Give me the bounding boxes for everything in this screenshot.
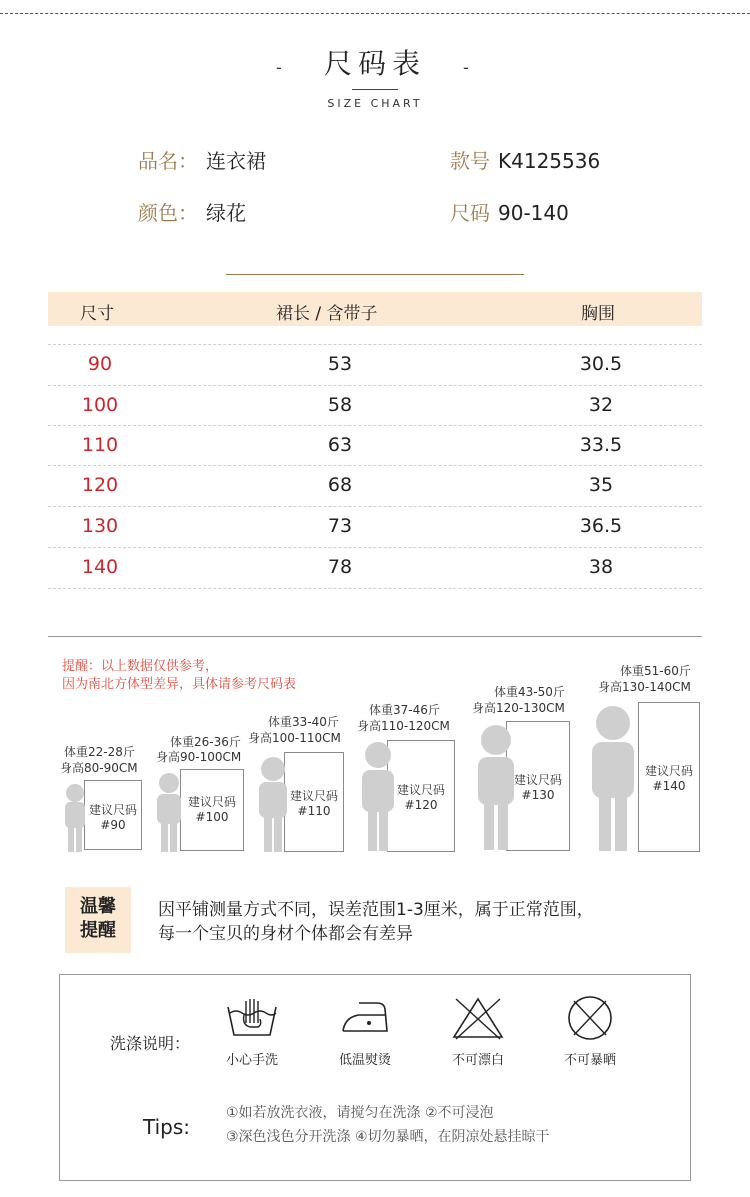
title-underline	[352, 89, 398, 90]
page-subtitle: SIZE CHART	[327, 97, 423, 110]
kid-height: 身高130-140CM	[598, 680, 691, 694]
table-row	[48, 385, 702, 425]
care-item-iron-low	[310, 995, 420, 1068]
care-title: 洗涤说明：	[110, 1034, 191, 1053]
kid-rec-size: #110	[297, 804, 331, 818]
cell-length: 58	[327, 394, 353, 416]
kid-weight: 体重37-46斤	[369, 703, 440, 717]
warm-reminder-text	[158, 898, 594, 946]
header-chest: 胸围	[581, 304, 615, 324]
kid-rec-label: 建议尺码	[187, 795, 236, 809]
reminder-line-2: 因为南北方体型差异，具体请参考尺码表	[62, 677, 297, 692]
product-style-value: K4125536	[498, 149, 601, 173]
cell-length: 68	[327, 474, 353, 496]
cell-chest: 33.5	[579, 434, 623, 456]
kid-height: 身高110-120CM	[357, 719, 450, 733]
table-row	[48, 465, 702, 505]
tips-label: Tips:	[143, 1115, 191, 1139]
kid-rec-size: #120	[404, 798, 438, 812]
cell-size: 90	[87, 353, 113, 375]
hand-wash-icon	[224, 995, 280, 1041]
care-item-no-sun-dry	[535, 995, 645, 1068]
product-size-range	[450, 197, 569, 226]
cell-chest: 35	[588, 474, 614, 496]
cell-size: 120	[81, 474, 119, 496]
product-color-label: 颜色：	[138, 201, 198, 225]
table-row	[48, 344, 702, 384]
header-length: 裙长 / 含带子	[276, 304, 378, 324]
title-dash-left: -	[276, 58, 282, 77]
product-style	[450, 145, 600, 174]
product-name-label: 品名：	[138, 149, 198, 173]
table-bottom-border	[48, 588, 702, 589]
warm-line-1: 因平铺测量方式不同，误差范围1-3厘米，属于正常范围，	[158, 900, 594, 920]
reminder-line-1: 提醒：以上数据仅供参考，	[62, 659, 219, 674]
care-item-no-bleach	[423, 995, 533, 1068]
tips-line-2: ③深色浅色分开洗涤 ④切勿暴晒，在阴凉处悬挂晾干	[226, 1129, 550, 1145]
product-style-label: 款号	[450, 149, 490, 173]
table-row	[48, 547, 702, 587]
kid-rec-label: 建议尺码	[396, 783, 445, 797]
warm-line-2: 每一个宝贝的身材个体都会有差异	[158, 924, 413, 944]
tips-line-1: ①如若放洗衣液，请搅匀在洗涤 ②不可浸泡	[226, 1105, 494, 1121]
header-size: 尺寸	[80, 304, 114, 324]
section-divider	[48, 636, 702, 637]
cell-size: 100	[81, 394, 119, 416]
cell-chest: 38	[588, 556, 614, 578]
care-label: 不可漂白	[451, 1053, 504, 1068]
product-size-label: 尺码	[450, 201, 490, 225]
care-label: 低温熨烫	[338, 1053, 391, 1068]
warm-label-1: 温馨	[80, 896, 116, 917]
product-color-value: 绿花	[206, 201, 246, 225]
kid-weight: 体重26-36斤	[170, 735, 241, 749]
kid-weight: 体重33-40斤	[268, 715, 339, 729]
tips-text	[226, 1101, 550, 1149]
no-bleach-icon	[450, 995, 506, 1041]
cell-length: 63	[327, 434, 353, 456]
top-dashed-border	[0, 13, 750, 14]
kid-rec-label: 建议尺码	[289, 789, 338, 803]
kid-rec-label: 建议尺码	[88, 803, 137, 817]
page-title: 尺码表	[323, 47, 426, 80]
product-name-value: 连衣裙	[206, 149, 266, 173]
cell-length: 53	[327, 353, 353, 375]
iron-low-icon	[337, 995, 393, 1041]
cell-size: 130	[81, 515, 119, 537]
title-dash-right: -	[463, 58, 469, 77]
kid-rec-size: #100	[195, 810, 229, 824]
product-size-value: 90-140	[498, 201, 569, 225]
cell-chest: 32	[588, 394, 614, 416]
warm-reminder-badge	[65, 887, 131, 953]
kid-rec-size: #130	[521, 788, 555, 802]
table-row	[48, 425, 702, 465]
kid-weight: 体重22-28斤	[64, 745, 135, 759]
product-color	[138, 197, 246, 226]
kid-rec-label: 建议尺码	[513, 773, 562, 787]
cell-chest: 36.5	[579, 515, 623, 537]
kid-rec-size: #90	[100, 818, 126, 832]
care-label: 不可暴晒	[563, 1053, 616, 1068]
kid-weight: 体重51-60斤	[620, 664, 691, 678]
kid-height: 身高90-100CM	[156, 750, 242, 764]
cell-chest: 30.5	[579, 353, 623, 375]
care-label: 小心手洗	[225, 1053, 278, 1068]
gold-divider	[226, 274, 524, 275]
title-row	[0, 42, 750, 82]
child-silhouette-icon	[586, 704, 640, 852]
kid-rec-label: 建议尺码	[644, 764, 693, 778]
product-name	[138, 145, 266, 174]
kid-height: 身高120-130CM	[472, 701, 565, 715]
kid-rec-size: #140	[652, 779, 686, 793]
size-table-header	[48, 292, 702, 326]
care-instructions-panel	[59, 974, 691, 1181]
table-row	[48, 506, 702, 546]
cell-size: 140	[81, 556, 119, 578]
cell-length: 78	[327, 556, 353, 578]
cell-size: 110	[81, 434, 119, 456]
warm-label-2: 提醒	[80, 920, 116, 941]
care-item-hand-wash	[197, 995, 307, 1068]
kid-height: 身高100-110CM	[248, 731, 341, 745]
kid-height: 身高80-90CM	[60, 761, 138, 775]
kid-weight: 体重43-50斤	[494, 685, 565, 699]
no-sun-dry-icon	[562, 995, 618, 1041]
cell-length: 73	[327, 515, 353, 537]
